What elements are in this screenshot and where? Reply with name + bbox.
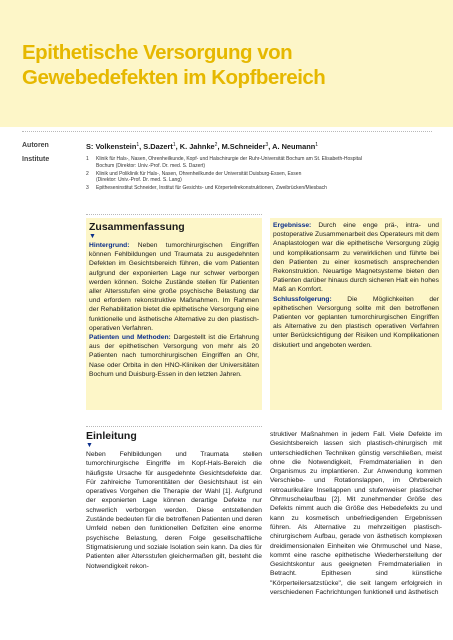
institute-item <box>86 156 448 169</box>
abstract-methods <box>89 333 259 379</box>
author-affiliation: 1 <box>136 142 140 148</box>
abstract-box-right <box>270 218 442 410</box>
abstract-conclusion-label: Schlussfolgerung: <box>273 295 332 303</box>
intro-right-column <box>270 430 442 597</box>
institute-line: Bochum (Direktor: Univ.-Prof. Dr. med. S. Dazert) <box>96 162 206 169</box>
abstract-top-rule <box>86 214 262 215</box>
header-divider <box>22 131 432 132</box>
author-affiliation: 1 <box>172 142 176 148</box>
intro-left-column <box>86 430 262 571</box>
intro-heading: Einleitung <box>86 430 137 442</box>
institute-list <box>86 156 448 192</box>
triangle-down-icon: ▼ <box>86 442 93 449</box>
author-name: A. Neumann <box>272 142 316 151</box>
triangle-down-icon: ▼ <box>89 233 96 240</box>
author-name: S.Dazert <box>143 142 173 151</box>
abstract-conclusion-text: Die Möglichkeiten der epithetischen Versorgung sollte mit den betroffenen Patienten vor geplanten tumorchirurgischen Eingriffen als Alternative zu den plastisch operativen Verfahren unter Berücksichtigung der Risiken und Komplikationen diskutiert und angeboten werden. <box>273 295 439 349</box>
abstract-background <box>89 241 259 333</box>
institute-number: 3 <box>86 185 89 192</box>
abstract-conclusion <box>273 295 439 350</box>
institute-line: Klinik und Poliklinik für Hals-, Nasen, Ohrenheilkunde der Universität Duisburg-Essen, Essen <box>96 170 302 177</box>
institute-item <box>86 185 448 192</box>
intro-left-text: Neben Fehlbildungen und Traumata stellen tumorchirurgische Eingriffe im Kopf-Hals-Bereich die häufigste Ursache für ausgedehnte Gesichtsdefekte dar. Für zahlreiche Tumorentitäten der Gesichtshaut ist ein operatives Vorgehen die Therapie der Wahl [1]. Aufgrund der exponierten Lage können derartige Defekte nur schwerlich verborgen werden. Diese entstellenden Zustände bedeuten für die betroffenen Patienten und deren Umfeld neben den funktionellen Defiziten eine enorme psychische Belastung, deren Folge gesellschaftliche Stigmatisierung und soziale Isolation sein kann. Da dies für Patienten aller Altersstufen gleichermaßen gilt, besteht die Notwendigkeit rekon- <box>86 451 262 570</box>
institute-number: 2 <box>86 170 89 177</box>
author-name: K. Jahnke <box>179 142 215 151</box>
institute-line: (Direktor: Univ.-Prof. Dr. med. S. Lang) <box>96 177 182 184</box>
abstract-background-text: Neben tumorchirurgischen Eingriffen können Fehlbildungen und Traumata zu ausgedehnten Defekten im Gesichtsbereich führen, die vom Patienten aufgrund der exponierten Lage nur schwer verborgen werden können. Solche Zustände stellen für Patienten aller Altersstufen eine große psychische Belastung dar und erfordern rekonstruktive Maßnahmen. Im Rahmen der Rehabilitation bietet die epithetische Versorgung eine funktionelle und ästhetische Alternative zu den plastisch-operativen Verfahren. <box>89 242 259 332</box>
author-affiliation: 3 <box>265 142 269 148</box>
abstract-results-label: Ergebnisse: <box>273 222 312 229</box>
intro-right-text: struktiver Maßnahmen in jedem Fall. Viele Defekte im Gesichtsbereich lassen sich plastisch-chirurgisch mit unterschiedlichen Techniken günstig verschließen, meist ohne die Notwendigkeit, Fremdmaterialien in den Organismus zu implantieren. Zur Anwendung kommen Verschiebe- und Rotationslappen, im Ohrbereich retroaurikuläre Insellappen und stufenweiser plastischer Ohrmuschelaufbau [2]. Mit zunehmender Größe des Defekts nimmt auch die Größe des Hebedefekts zu und kann zu kosmetisch unbefriedigenden Ergebnissen führen. Als Alternative zu mehrzeitigen plastisch-chirurgischem Aufbau, gerade von ästhetisch komplexen dreidimensionalen Einheiten wie Ohrmuschel und Nase, kommt eine rasche epithetische Wiederherstellung der Gesichtskontur aus geeigneten Fremdmaterialien in Betracht. Epithesen sind künstliche "Körperteilersatzstücke", die seit langem erfolgreich in verschiedenen Fachrichtungen funktionell und ästhetisch <box>270 431 442 597</box>
institute-number: 1 <box>86 156 89 162</box>
author-list: S: Volkenstein$^1$, S.Dazert$^1$, K. Jahnke$^2$, M.Schneider$^3$, A. Neumann$^1$ <box>86 142 319 151</box>
abstract-heading: Zusammenfassung <box>89 221 185 233</box>
institute-item <box>86 171 448 184</box>
author-affiliation: 2 <box>214 142 218 148</box>
institutes-label: Institute <box>22 156 50 163</box>
authors-label: Autoren <box>22 142 49 149</box>
abstract-box <box>86 218 262 410</box>
abstract-results <box>273 221 439 295</box>
author-affiliation: 1 <box>315 142 319 148</box>
author-name: M.Schneider <box>221 142 266 151</box>
abstract-background-label: Hintergrund: <box>89 242 130 249</box>
abstract-methods-text: Dargestellt ist die Erfahrung aus der epithetischen Versorgung von mehr als 20 Patienten nach tumorchirurgischen Eingriffen an Ohr, Nase oder Orbita in den HNO-Kliniken der Universitäten Bochum und Duisburg-Essen in den letzten Jahren. <box>89 334 260 378</box>
institute-line: Epitheseninstitut Schneider, Institut für Gesichts- und Körperteilrekonstruktionen, Zweibrücken/Miesbach <box>96 185 327 192</box>
abstract-methods-label: Patienten und Methoden: <box>89 334 171 342</box>
article-title: Epithetische Versorgung von Gewebedefekten im Kopfbereich <box>22 41 326 89</box>
institute-line: Klinik für Hals-, Nasen, Ohrenheilkunde, Kopf- und Halschirurgie der Ruhr-Universität Bochum am St. Elisabeth-Hospital <box>96 156 362 162</box>
intro-top-rule <box>86 426 262 427</box>
author-name: S: Volkenstein <box>86 142 137 151</box>
abstract-results-text: Durch eine enge prä-, intra- und postoperative Zusammenarbeit des Operateurs mit dem Anaplastologen war die epithetische Versorgung zügig und komplikationsarm zu verwirklichen und führte bei den Patienten zu einer kosmetisch ansprechenden Rekonstruktion. Neuartige Magnetsysteme bieten den Patienten darüber hinaus durch sicheren Halt ein hohes Maß an Komfort. <box>273 222 440 294</box>
